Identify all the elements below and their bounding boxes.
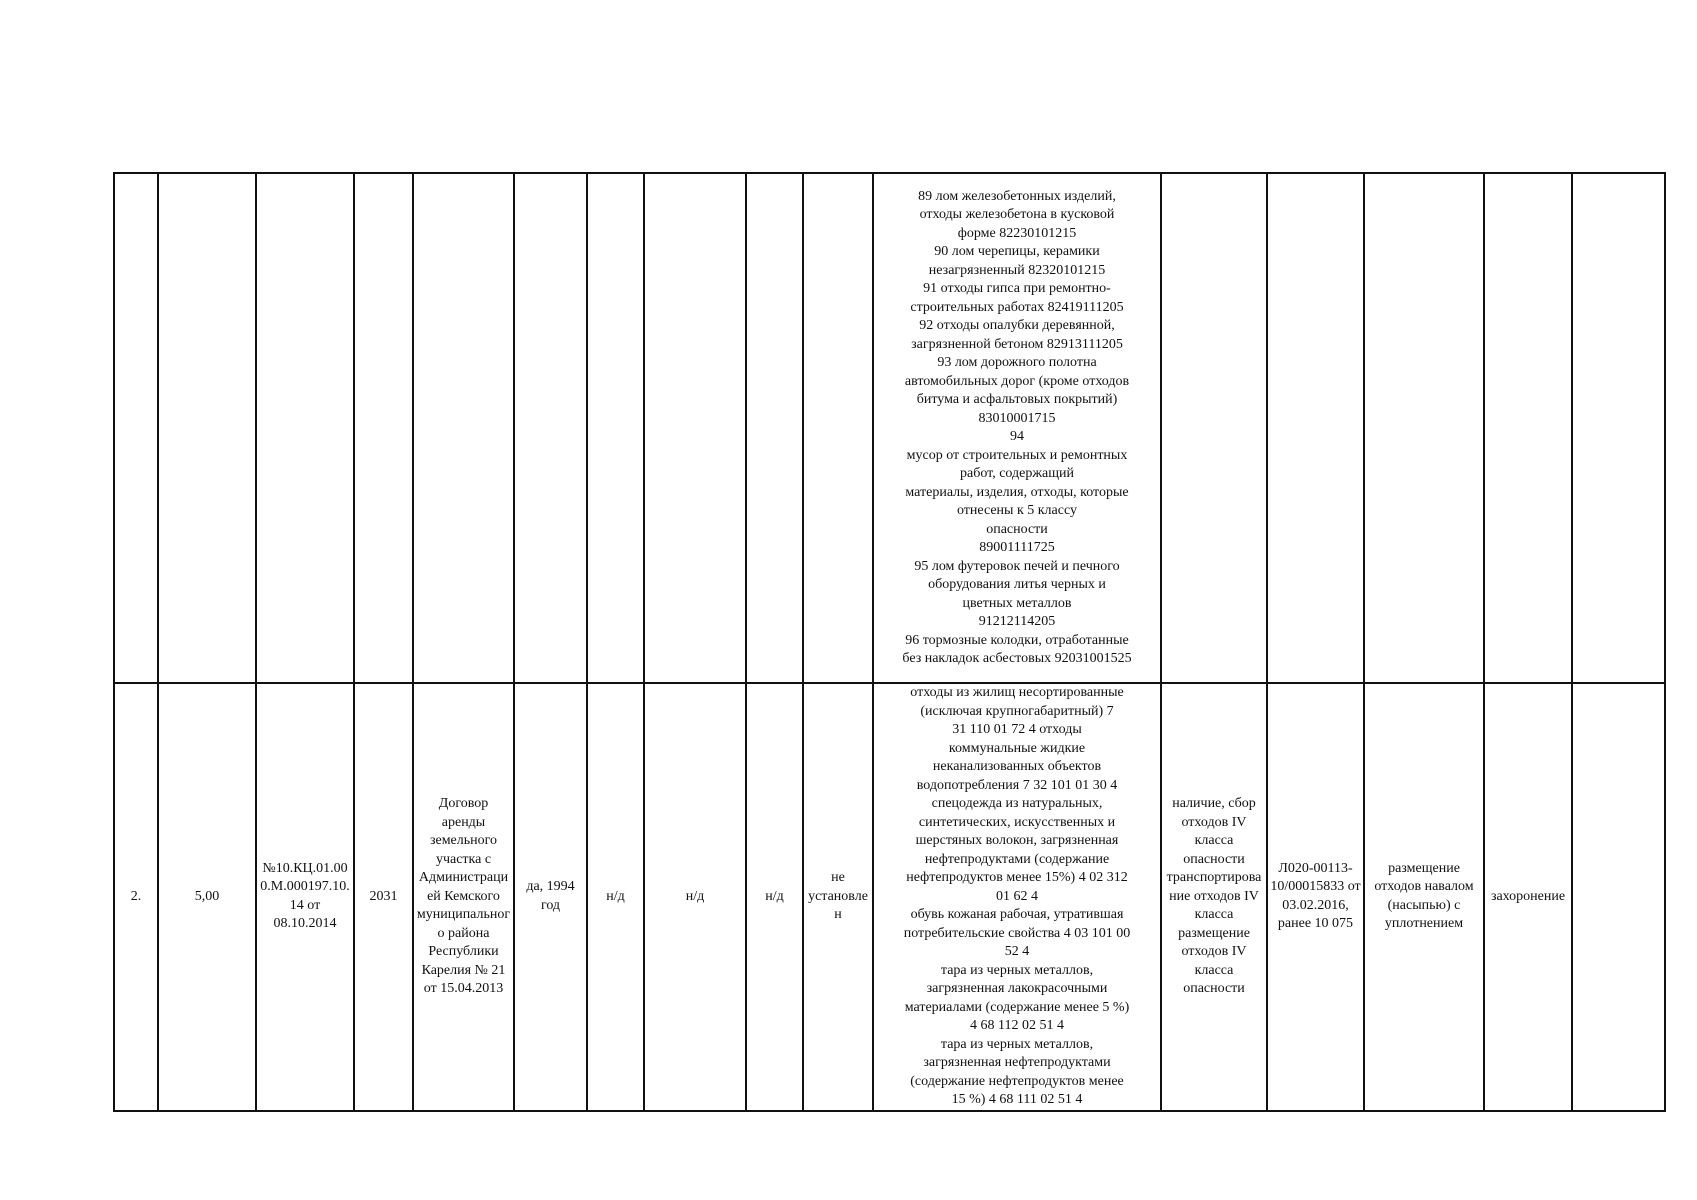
cell-document xyxy=(413,173,514,683)
cell-area: 5,00 xyxy=(158,683,256,1111)
cell-license: наличие, сбор отходов IV класса опасности транспортирование отходов IV класса размещение отходов IV класса опасности xyxy=(1161,683,1267,1111)
cell-area xyxy=(158,173,256,683)
cell-col8 xyxy=(644,173,746,683)
cell-document: Договор аренды земельного участка с Администрацией Кемского муниципального района Республики Карелия № 21 от 15.04.2013 xyxy=(413,683,514,1111)
cell-col8: н/д xyxy=(644,683,746,1111)
cell-number: 2. xyxy=(114,683,158,1111)
cell-extra xyxy=(1572,173,1665,683)
cell-method xyxy=(1364,173,1484,683)
table-row xyxy=(114,173,1665,683)
cell-col10 xyxy=(803,173,873,683)
cell-col7: н/д xyxy=(587,683,644,1111)
cell-extra xyxy=(1572,683,1665,1111)
cell-purpose xyxy=(1484,173,1572,683)
cell-license-number xyxy=(1267,173,1364,683)
cell-registration-number: №10.КЦ.01.000.М.000197.10.14 от 08.10.2014 xyxy=(256,683,354,1111)
cell-license-number: Л020-00113-10/00015833 от 03.02.2016, ранее 10 075 xyxy=(1267,683,1364,1111)
cell-col9 xyxy=(746,173,803,683)
cell-year xyxy=(354,173,413,683)
cell-col7 xyxy=(587,173,644,683)
cell-license xyxy=(1161,173,1267,683)
table-row xyxy=(114,683,1665,1111)
cell-start xyxy=(514,173,587,683)
cell-number xyxy=(114,173,158,683)
cell-registration-number xyxy=(256,173,354,683)
cell-col10: не установлен xyxy=(803,683,873,1111)
cell-start: да, 1994 год xyxy=(514,683,587,1111)
waste-facility-registry-table xyxy=(113,172,1666,1112)
cell-method: размещение отходов навалом (насыпью) с уплотнением xyxy=(1364,683,1484,1111)
cell-col9: н/д xyxy=(746,683,803,1111)
cell-waste-types: 89 лом железобетонных изделий, отходы железобетона в кусковой форме 82230101215 90 лом черепицы, керамики незагрязненный 82320101215 91 отходы гипса при ремонтно- строительных работах 82419111205 92 отходы опалубки деревянной, загрязненной бетоном 82913111205 93 лом дорожного полотна автомобильных дорог (кроме отходов битума и асфальтовых покрытий) 83010001715 94 мусор от строительных и ремонтных работ, содержащий материалы, изделия, отходы, которые отнесены к 5 классу опасности 89001111725 95 лом футеровок печей и печного оборудования литья черных и цветных металлов 91212114205 96 тормозные колодки, отработанные без накладок асбестовых 92031001525 xyxy=(873,173,1161,683)
cell-year: 2031 xyxy=(354,683,413,1111)
cell-purpose: захоронение xyxy=(1484,683,1572,1111)
cell-waste-types: отходы из жилищ несортированные (исключая крупногабаритный) 7 31 110 01 72 4 отходы коммунальные жидкие неканализованных объектов водопотребления 7 32 101 01 30 4 спецодежда из натуральных, синтетических, искусственных и шерстяных волокон, загрязненная нефтепродуктами (содержание нефтепродуктов менее 15%) 4 02 312 01 62 4 обувь кожаная рабочая, утратившая потребительские свойства 4 03 101 00 52 4 тара из черных металлов, загрязненная лакокрасочными материалами (содержание менее 5 %) 4 68 112 02 51 4 тара из черных металлов, загрязненная нефтепродуктами (содержание нефтепродуктов менее 15 %) 4 68 111 02 51 4 xyxy=(873,683,1161,1111)
